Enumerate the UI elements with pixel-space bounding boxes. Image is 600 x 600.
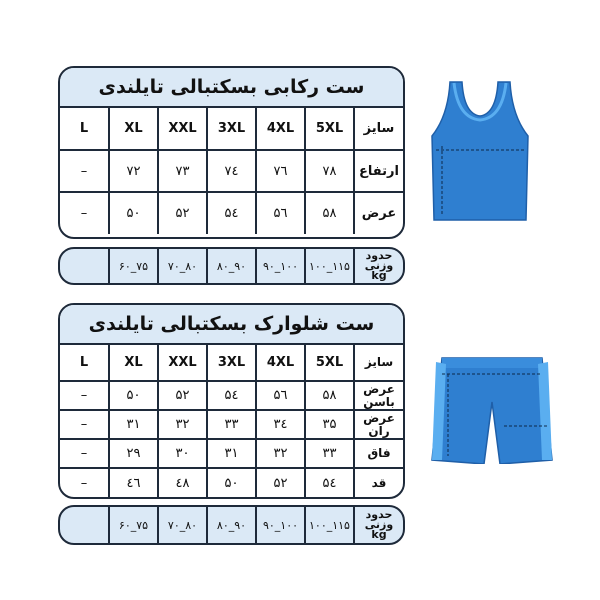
weight-cell: ۶۰_۷۵	[109, 249, 158, 283]
table-cell	[60, 507, 109, 543]
table-cell: ۷٤	[207, 150, 256, 192]
weight-cell: ۱۰۰_۱۱۵	[305, 249, 354, 283]
table-cell: ٤۸	[158, 468, 207, 497]
table-cell: ۵٤	[207, 381, 256, 410]
table-row	[60, 192, 403, 234]
size-header-l: L	[60, 345, 109, 381]
table-row	[60, 507, 403, 543]
table-row	[60, 150, 403, 192]
weight-cell: ۷۰_۸۰	[158, 249, 207, 283]
table-cell: ۳۲	[158, 410, 207, 439]
table-cell: ۳۵	[305, 410, 354, 439]
size-header-3xl: 3XL	[207, 345, 256, 381]
shorts-weight-range	[58, 505, 405, 545]
row-label-hip-width	[354, 381, 403, 410]
table-cell: –	[60, 381, 109, 410]
tank-top-image	[428, 80, 532, 222]
size-header-5xl: 5XL	[305, 108, 354, 150]
table-cell: ۳۲	[256, 439, 305, 468]
row-label-line: عرض	[363, 381, 395, 396]
tank-top-size-table	[58, 66, 405, 239]
table-cell	[60, 249, 109, 283]
table-row	[60, 345, 403, 381]
table-cell: ۵٦	[256, 192, 305, 234]
row-label-length: قد	[371, 475, 387, 490]
size-header-4xl: 4XL	[256, 345, 305, 381]
table-cell: ۳۳	[207, 410, 256, 439]
weight-unit: kg	[371, 269, 387, 282]
weight-cell: ۹۰_۱۰۰	[256, 249, 305, 283]
shorts-grid	[60, 345, 403, 497]
weight-unit: kg	[371, 528, 387, 541]
size-header-xxl: XXL	[158, 108, 207, 150]
table-cell: ۷۸	[305, 150, 354, 192]
table-cell: ۳۰	[158, 439, 207, 468]
table-cell: –	[60, 410, 109, 439]
size-header-l: L	[60, 108, 109, 150]
table-row	[60, 249, 403, 283]
tank-top-weight-range	[58, 247, 405, 285]
table-cell: ۵۲	[256, 468, 305, 497]
table-cell: ۳۱	[207, 439, 256, 468]
table-cell: ۵۰	[109, 192, 158, 234]
table-cell: ۲۹	[109, 439, 158, 468]
row-label-rise: فاق	[354, 439, 403, 468]
table-cell: ۳۳	[305, 439, 354, 468]
size-header-xl: XL	[109, 345, 158, 381]
table-cell: ۵۲	[158, 381, 207, 410]
shorts-image	[428, 352, 556, 464]
table-cell: ۳۱	[109, 410, 158, 439]
table-cell: ۵۰	[109, 381, 158, 410]
table-cell: ۷۲	[109, 150, 158, 192]
row-label-line: ران	[368, 423, 390, 438]
table-cell: ٤٦	[109, 468, 158, 497]
weight-label	[354, 249, 403, 283]
weight-cell: ۶۰_۷۵	[109, 507, 158, 543]
size-header-xl: XL	[109, 108, 158, 150]
row-label-line: عرض	[363, 410, 395, 425]
weight-cell: ۷۰_۸۰	[158, 507, 207, 543]
table-cell: –	[60, 150, 109, 192]
table-cell: ۵۸	[305, 192, 354, 234]
weight-label-text: حدود وزنی	[364, 508, 394, 531]
tank-top-title: ست رکابی بسکتبالی تایلندی	[60, 68, 403, 108]
size-header-4xl: 4XL	[256, 108, 305, 150]
weight-cell: ۱۰۰_۱۱۵	[305, 507, 354, 543]
row-label-width: عرض	[361, 206, 397, 221]
table-cell: ۵٤	[305, 468, 354, 497]
table-row	[60, 439, 403, 468]
weight-grid	[60, 507, 403, 543]
size-header-xxl: XXL	[158, 345, 207, 381]
table-row	[60, 108, 403, 150]
table-cell: ۵٦	[256, 381, 305, 410]
table-cell: ۳٤	[256, 410, 305, 439]
size-header-label: سایز	[354, 345, 403, 381]
size-header-3xl: 3XL	[207, 108, 256, 150]
weight-cell: ۸۰_۹۰	[207, 249, 256, 283]
shorts-title: ست شلوارک بسکتبالی تایلندی	[60, 305, 403, 345]
table-cell: ۵۸	[305, 381, 354, 410]
table-cell: ۵۲	[158, 192, 207, 234]
table-row	[60, 468, 403, 497]
table-cell: ۷۳	[158, 150, 207, 192]
weight-cell: ۸۰_۹۰	[207, 507, 256, 543]
row-label-height: ارتفاع	[354, 150, 403, 192]
size-header-label: سایز	[354, 108, 403, 150]
weight-label-text: حدود وزنی	[364, 249, 394, 272]
table-cell: –	[60, 192, 109, 234]
table-cell: ۵۰	[207, 468, 256, 497]
row-label-line: باسن	[363, 394, 395, 409]
table-cell: ۷٦	[256, 150, 305, 192]
row-label-thigh-width	[354, 410, 403, 439]
table-cell: –	[60, 468, 109, 497]
weight-label	[354, 507, 403, 543]
size-header-5xl: 5XL	[305, 345, 354, 381]
weight-cell: ۹۰_۱۰۰	[256, 507, 305, 543]
table-cell: ۵٤	[207, 192, 256, 234]
shorts-size-table	[58, 303, 405, 499]
table-cell: –	[60, 439, 109, 468]
table-row	[60, 381, 403, 410]
weight-grid	[60, 249, 403, 283]
table-row	[60, 410, 403, 439]
tank-top-grid	[60, 108, 403, 234]
